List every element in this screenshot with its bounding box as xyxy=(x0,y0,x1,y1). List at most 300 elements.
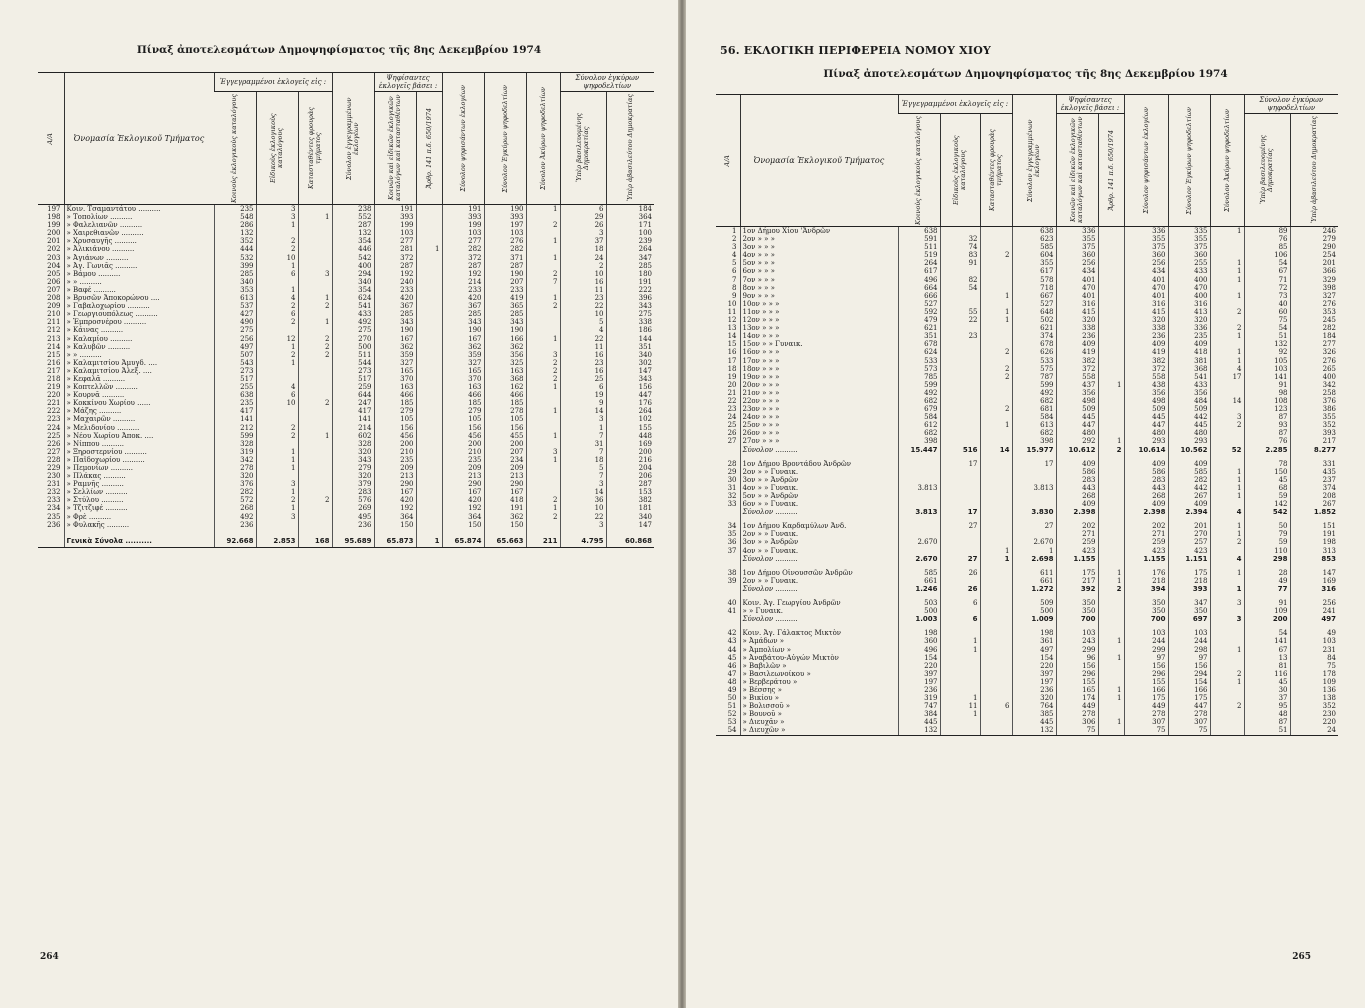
value-cell xyxy=(298,278,332,286)
value-cell: 480 xyxy=(1056,429,1098,437)
value-cell: 17 xyxy=(940,508,980,516)
value-cell: 267 xyxy=(1290,500,1338,508)
value-cell xyxy=(940,421,980,429)
district-name: » Ἀμπολίων » xyxy=(740,646,898,654)
value-cell: 10 xyxy=(560,310,606,318)
value-cell: 320 xyxy=(1056,316,1098,324)
value-cell: 2 xyxy=(298,335,332,343)
value-cell: 351 xyxy=(898,332,940,340)
table-row xyxy=(716,710,1338,718)
value-cell: 2 xyxy=(1210,538,1244,546)
row-number: 235 xyxy=(47,512,61,521)
value-cell: 376 xyxy=(1290,397,1338,405)
value-cell xyxy=(1098,292,1124,300)
value-cell: 316 xyxy=(1168,300,1210,308)
row-number: 222 xyxy=(47,407,61,416)
value-cell: 105 xyxy=(442,415,484,423)
value-cell: 479 xyxy=(898,316,940,324)
col-common-lists-header: Κοινοὺς ἐκλογικοὺς καταλόγους xyxy=(214,92,256,205)
value-cell xyxy=(898,500,940,508)
row-number xyxy=(716,508,740,516)
value-cell: 2.853 xyxy=(256,535,298,548)
value-cell: 166 xyxy=(484,335,526,343)
value-cell: 604 xyxy=(1012,251,1056,259)
value-cell: 1 xyxy=(256,504,298,512)
value-cell: 106 xyxy=(1244,251,1290,259)
value-cell: 371 xyxy=(484,254,526,262)
value-cell: 362 xyxy=(484,343,526,351)
value-cell: 409 xyxy=(1056,500,1098,508)
value-cell: 343 xyxy=(442,318,484,326)
value-cell: 2 xyxy=(980,348,1012,356)
value-cell: 413 xyxy=(1168,308,1210,316)
district-name: » Βέσσης » xyxy=(740,686,898,694)
value-cell: 602 xyxy=(332,432,374,440)
value-cell xyxy=(980,259,1012,267)
value-cell: 293 xyxy=(1168,437,1210,445)
value-cell: 433 xyxy=(1168,381,1210,389)
value-cell xyxy=(416,496,442,504)
value-cell: 273 xyxy=(332,367,374,375)
value-cell: 542 xyxy=(332,254,374,262)
value-cell: 327 xyxy=(442,359,484,367)
value-cell: 443 xyxy=(1056,484,1098,492)
district-name: 23ον » » » xyxy=(740,405,898,413)
value-cell: 14 xyxy=(560,407,606,415)
value-cell: 132 xyxy=(214,229,256,237)
value-cell: 24 xyxy=(560,254,606,262)
value-cell: 356 xyxy=(1056,389,1098,397)
value-cell: 6 xyxy=(256,391,298,399)
value-cell: 175 xyxy=(1168,569,1210,577)
value-cell: 1 xyxy=(526,407,560,415)
value-cell xyxy=(1012,530,1056,538)
value-cell: 276 xyxy=(1290,357,1338,365)
value-cell: 89 xyxy=(1244,227,1290,236)
value-cell: 136 xyxy=(1290,686,1338,694)
district-name: » Βασιλεωνοίκου » xyxy=(740,670,898,678)
value-cell: 492 xyxy=(898,389,940,397)
value-cell: 1 xyxy=(416,535,442,548)
value-cell xyxy=(416,407,442,415)
value-cell: 211 xyxy=(526,535,560,548)
value-cell: 360 xyxy=(1124,251,1168,259)
value-cell: 256 xyxy=(1290,599,1338,607)
district-name: 4ον » » Γυναικ. xyxy=(740,547,898,555)
table-row xyxy=(38,480,654,488)
district-name: » » .......... xyxy=(64,351,214,359)
value-cell: 269 xyxy=(332,504,374,512)
value-cell: 167 xyxy=(442,488,484,496)
value-cell: 45 xyxy=(1244,476,1290,484)
row-number: 31 xyxy=(727,483,737,492)
value-cell: 92 xyxy=(1244,348,1290,356)
value-cell: 409 xyxy=(1124,500,1168,508)
table-row xyxy=(38,521,654,529)
value-cell: 155 xyxy=(1056,678,1098,686)
value-cell xyxy=(1098,357,1124,365)
value-cell: 214 xyxy=(442,278,484,286)
value-cell: 517 xyxy=(332,375,374,383)
district-name: » Βολισσοῦ » xyxy=(740,702,898,710)
value-cell: 265 xyxy=(1290,365,1338,373)
value-cell xyxy=(940,500,980,508)
value-cell: 236 xyxy=(214,521,256,529)
value-cell: 116 xyxy=(1244,670,1290,678)
value-cell: 578 xyxy=(1012,276,1056,284)
value-cell: 87 xyxy=(1244,718,1290,726)
value-cell: 338 xyxy=(1056,324,1098,332)
value-cell: 92.668 xyxy=(214,535,256,548)
value-cell: 374 xyxy=(1290,484,1338,492)
value-cell: 2 xyxy=(298,343,332,351)
value-cell: 103 xyxy=(484,229,526,237)
value-cell: 167 xyxy=(374,335,416,343)
value-cell xyxy=(416,221,442,229)
value-cell: 110 xyxy=(1244,547,1290,555)
value-cell: 2.670 xyxy=(898,555,940,563)
value-cell: 67 xyxy=(1244,267,1290,275)
value-cell: 456 xyxy=(442,432,484,440)
value-cell: 1 xyxy=(1210,259,1244,267)
r-col-article-header: Ἄρθρ. 141 π.δ. 650/1974 xyxy=(1098,114,1124,227)
value-cell: 338 xyxy=(606,318,654,326)
value-cell: 617 xyxy=(1012,267,1056,275)
table-row xyxy=(38,513,654,521)
value-cell: 18 xyxy=(560,245,606,253)
value-cell: 497 xyxy=(1290,615,1338,623)
table-row xyxy=(716,235,1338,243)
value-cell: 1.852 xyxy=(1290,508,1338,516)
row-number: 7 xyxy=(732,275,737,284)
value-cell xyxy=(940,670,980,678)
value-cell: 273 xyxy=(214,367,256,375)
value-cell: 201 xyxy=(1168,522,1210,530)
value-cell: 613 xyxy=(214,294,256,302)
table-row xyxy=(716,702,1338,710)
value-cell xyxy=(416,415,442,423)
value-cell: 1 xyxy=(526,335,560,343)
col-guards-header: Κατασταθέντες φρουρὰς τμήματος xyxy=(298,92,332,205)
table-row xyxy=(716,284,1338,292)
value-cell: 190 xyxy=(484,270,526,278)
value-cell xyxy=(416,456,442,464)
district-name: Σύνολον .......... xyxy=(740,446,898,454)
table-row xyxy=(716,413,1338,421)
value-cell: 666 xyxy=(898,292,940,300)
value-cell: 212 xyxy=(214,424,256,432)
value-cell: 1 xyxy=(1012,547,1056,555)
value-cell xyxy=(980,585,1012,593)
value-cell xyxy=(1210,235,1244,243)
value-cell: 78 xyxy=(1244,460,1290,468)
value-cell: 356 xyxy=(1168,389,1210,397)
value-cell: 3 xyxy=(256,480,298,488)
subtotal-row xyxy=(716,446,1338,454)
value-cell: 109 xyxy=(1244,607,1290,615)
value-cell: 3.813 xyxy=(1012,484,1056,492)
district-name: 14ον » » » xyxy=(740,332,898,340)
value-cell: 290 xyxy=(442,480,484,488)
value-cell: 7 xyxy=(526,278,560,286)
value-cell: 853 xyxy=(1290,555,1338,563)
value-cell: 6 xyxy=(940,615,980,623)
value-cell xyxy=(1012,468,1056,476)
value-cell xyxy=(298,456,332,464)
row-number: 50 xyxy=(727,694,737,703)
district-name: 2ον » » » xyxy=(740,235,898,243)
district-name: 7ον » » » xyxy=(740,276,898,284)
value-cell: 2 xyxy=(298,496,332,504)
right-page xyxy=(686,0,1365,1008)
value-cell xyxy=(1210,389,1244,397)
value-cell: 96 xyxy=(1056,654,1098,662)
value-cell: 1 xyxy=(1210,585,1244,593)
district-name: Κοιν. Ἀγ. Γάλακτος Μικτὸν xyxy=(740,629,898,637)
value-cell xyxy=(1210,607,1244,615)
value-cell: 155 xyxy=(1124,678,1168,686)
value-cell: 270 xyxy=(1168,530,1210,538)
value-cell: 83 xyxy=(940,251,980,259)
value-cell xyxy=(1012,500,1056,508)
value-cell xyxy=(1210,405,1244,413)
value-cell xyxy=(1210,381,1244,389)
value-cell xyxy=(980,646,1012,654)
value-cell: 8.277 xyxy=(1290,446,1338,454)
value-cell xyxy=(1210,694,1244,702)
value-cell: 277 xyxy=(1290,340,1338,348)
value-cell: 190 xyxy=(442,326,484,334)
value-cell: 174 xyxy=(1056,694,1098,702)
district-name: » Φρὲ .......... xyxy=(64,513,214,521)
value-cell: 576 xyxy=(332,496,374,504)
r-col-guards-header: Κατασταθέντες φρουρὰς τμήματος xyxy=(980,114,1012,227)
table-row xyxy=(716,243,1338,251)
value-cell: 376 xyxy=(214,480,256,488)
value-cell xyxy=(526,415,560,423)
value-cell: 239 xyxy=(606,237,654,245)
table-row xyxy=(38,310,654,318)
value-cell: 1 xyxy=(256,286,298,294)
value-cell: 162 xyxy=(484,383,526,391)
left-page xyxy=(0,0,678,1008)
value-cell: 355 xyxy=(1012,259,1056,267)
table-row xyxy=(38,415,654,423)
value-cell: 509 xyxy=(1012,599,1056,607)
value-cell: 466 xyxy=(374,391,416,399)
value-cell: 697 xyxy=(1168,615,1210,623)
value-cell xyxy=(1098,316,1124,324)
district-name: 24ον » » » xyxy=(740,413,898,421)
row-number: 45 xyxy=(727,653,737,662)
row-number: 17 xyxy=(727,356,737,365)
value-cell: 490 xyxy=(214,318,256,326)
value-cell xyxy=(1098,629,1124,637)
district-name: 6ον » » Γυναικ. xyxy=(740,500,898,508)
value-cell: 509 xyxy=(1168,405,1210,413)
value-cell: 1 xyxy=(1098,718,1124,726)
value-cell: 393 xyxy=(442,213,484,221)
value-cell: 434 xyxy=(1056,267,1098,275)
value-cell xyxy=(526,472,560,480)
value-cell: 437 xyxy=(1056,381,1098,389)
value-cell: 255 xyxy=(1168,259,1210,267)
district-name: » Μαχαιρῶν .......... xyxy=(64,415,214,423)
value-cell: 420 xyxy=(374,496,416,504)
value-cell: 537 xyxy=(214,302,256,310)
value-cell: 681 xyxy=(1012,405,1056,413)
value-cell xyxy=(1098,259,1124,267)
value-cell: 445 xyxy=(898,718,940,726)
value-cell: 626 xyxy=(1012,348,1056,356)
value-cell: 599 xyxy=(1012,381,1056,389)
table-row xyxy=(716,492,1338,500)
value-cell xyxy=(298,448,332,456)
table-row xyxy=(716,405,1338,413)
r-col-lists-voted-header: Κοινῶν καὶ εἰδικῶν ἐκλογικῶν καταλόγων καὶ κατασταθέντων xyxy=(1056,114,1098,227)
value-cell: 156 xyxy=(1168,662,1210,670)
table-row xyxy=(38,302,654,310)
value-cell xyxy=(1098,555,1124,563)
value-cell: 3 xyxy=(256,205,298,214)
value-cell xyxy=(526,286,560,294)
value-cell: 360 xyxy=(898,637,940,645)
value-cell: 103 xyxy=(1168,629,1210,637)
value-cell: 142 xyxy=(1244,500,1290,508)
row-number: 53 xyxy=(727,718,737,727)
value-cell: 417 xyxy=(214,407,256,415)
value-cell: 447 xyxy=(606,391,654,399)
value-cell: 197 xyxy=(898,678,940,686)
value-cell: 147 xyxy=(1290,569,1338,577)
value-cell xyxy=(1210,429,1244,437)
value-cell: 466 xyxy=(442,391,484,399)
row-number: 9 xyxy=(732,291,737,300)
value-cell: 279 xyxy=(442,407,484,415)
value-cell: 511 xyxy=(332,351,374,359)
value-cell xyxy=(1098,267,1124,275)
value-cell: 16 xyxy=(560,351,606,359)
value-cell: 3 xyxy=(1210,615,1244,623)
district-name: 1ον Δήμου Καρδαμύλων Ἀνδ. xyxy=(740,522,898,530)
value-cell: 277 xyxy=(374,237,416,245)
value-cell xyxy=(1098,324,1124,332)
value-cell: 91 xyxy=(1244,381,1290,389)
table-row xyxy=(716,678,1338,686)
value-cell: 3 xyxy=(256,213,298,221)
value-cell: 298 xyxy=(1244,555,1290,563)
value-cell: 470 xyxy=(1168,284,1210,292)
value-cell: 171 xyxy=(606,221,654,229)
value-cell xyxy=(1098,300,1124,308)
value-cell: 1 xyxy=(256,221,298,229)
value-cell: 313 xyxy=(1290,547,1338,555)
value-cell: 399 xyxy=(214,262,256,270)
row-number: 25 xyxy=(727,421,737,430)
value-cell: 190 xyxy=(374,326,416,334)
district-name: 9ον » » » xyxy=(740,292,898,300)
value-cell: 202 xyxy=(1056,522,1098,530)
value-cell: 2 xyxy=(256,432,298,440)
value-cell: 1 xyxy=(1098,654,1124,662)
value-cell: 401 xyxy=(1056,276,1098,284)
value-cell: 1 xyxy=(980,308,1012,316)
value-cell: 103 xyxy=(1290,637,1338,645)
value-cell: 1.272 xyxy=(1012,585,1056,593)
value-cell: 678 xyxy=(898,340,940,348)
row-number: 48 xyxy=(727,677,737,686)
value-cell: 617 xyxy=(898,267,940,275)
value-cell xyxy=(980,629,1012,637)
value-cell: 415 xyxy=(1124,308,1168,316)
row-number: 18 xyxy=(727,364,737,373)
value-cell: 138 xyxy=(1290,694,1338,702)
value-cell: 343 xyxy=(374,318,416,326)
value-cell: 268 xyxy=(1124,492,1168,500)
value-cell: 185 xyxy=(484,399,526,407)
table-row xyxy=(716,340,1338,348)
value-cell xyxy=(940,629,980,637)
table-row xyxy=(38,343,654,351)
value-cell: 409 xyxy=(1124,460,1168,468)
value-cell: 16 xyxy=(560,367,606,375)
value-cell: 2 xyxy=(526,302,560,310)
value-cell xyxy=(1098,615,1124,623)
value-cell: 276 xyxy=(1290,300,1338,308)
value-cell: 718 xyxy=(1012,284,1056,292)
district-name: 18ον » » » xyxy=(740,365,898,373)
value-cell: 105 xyxy=(1244,357,1290,365)
district-name: 20ον » » » xyxy=(740,381,898,389)
value-cell xyxy=(940,686,980,694)
value-cell: 1 xyxy=(526,294,560,302)
row-number: 15 xyxy=(727,340,737,349)
value-cell: 247 xyxy=(332,399,374,407)
value-cell: 1 xyxy=(1210,569,1244,577)
value-cell: 18 xyxy=(560,456,606,464)
row-number: 224 xyxy=(47,423,61,432)
district-name: 15ον » » Γυναικ. xyxy=(740,340,898,348)
value-cell: 6 xyxy=(560,205,606,214)
value-cell xyxy=(256,367,298,375)
value-cell xyxy=(1098,547,1124,555)
table-row xyxy=(38,318,654,326)
value-cell: 667 xyxy=(1012,292,1056,300)
r-col-special-lists-header: Εἰδικοὺς ἐκλογικοὺς καταλόγους xyxy=(940,114,980,227)
district-name: Γενικὰ Σύνολα .......... xyxy=(64,535,214,548)
row-number: 211 xyxy=(47,318,61,327)
value-cell: 271 xyxy=(1124,530,1168,538)
value-cell: 1 xyxy=(980,316,1012,324)
value-cell: 541 xyxy=(332,302,374,310)
value-cell: 102 xyxy=(606,415,654,423)
value-cell: 320 xyxy=(1124,316,1168,324)
district-name: 17ον » » » xyxy=(740,357,898,365)
value-cell: 2 xyxy=(256,318,298,326)
district-name: » Ἀγιάνων .......... xyxy=(64,254,214,262)
value-cell xyxy=(1098,670,1124,678)
value-cell: 374 xyxy=(1012,332,1056,340)
row-number: 21 xyxy=(727,388,737,397)
table-row xyxy=(38,245,654,253)
value-cell: 1 xyxy=(980,555,1012,563)
value-cell: 5 xyxy=(560,464,606,472)
row-number: 23 xyxy=(727,405,737,414)
value-cell: 495 xyxy=(332,513,374,521)
value-cell xyxy=(416,286,442,294)
value-cell xyxy=(416,448,442,456)
value-cell xyxy=(898,476,940,484)
